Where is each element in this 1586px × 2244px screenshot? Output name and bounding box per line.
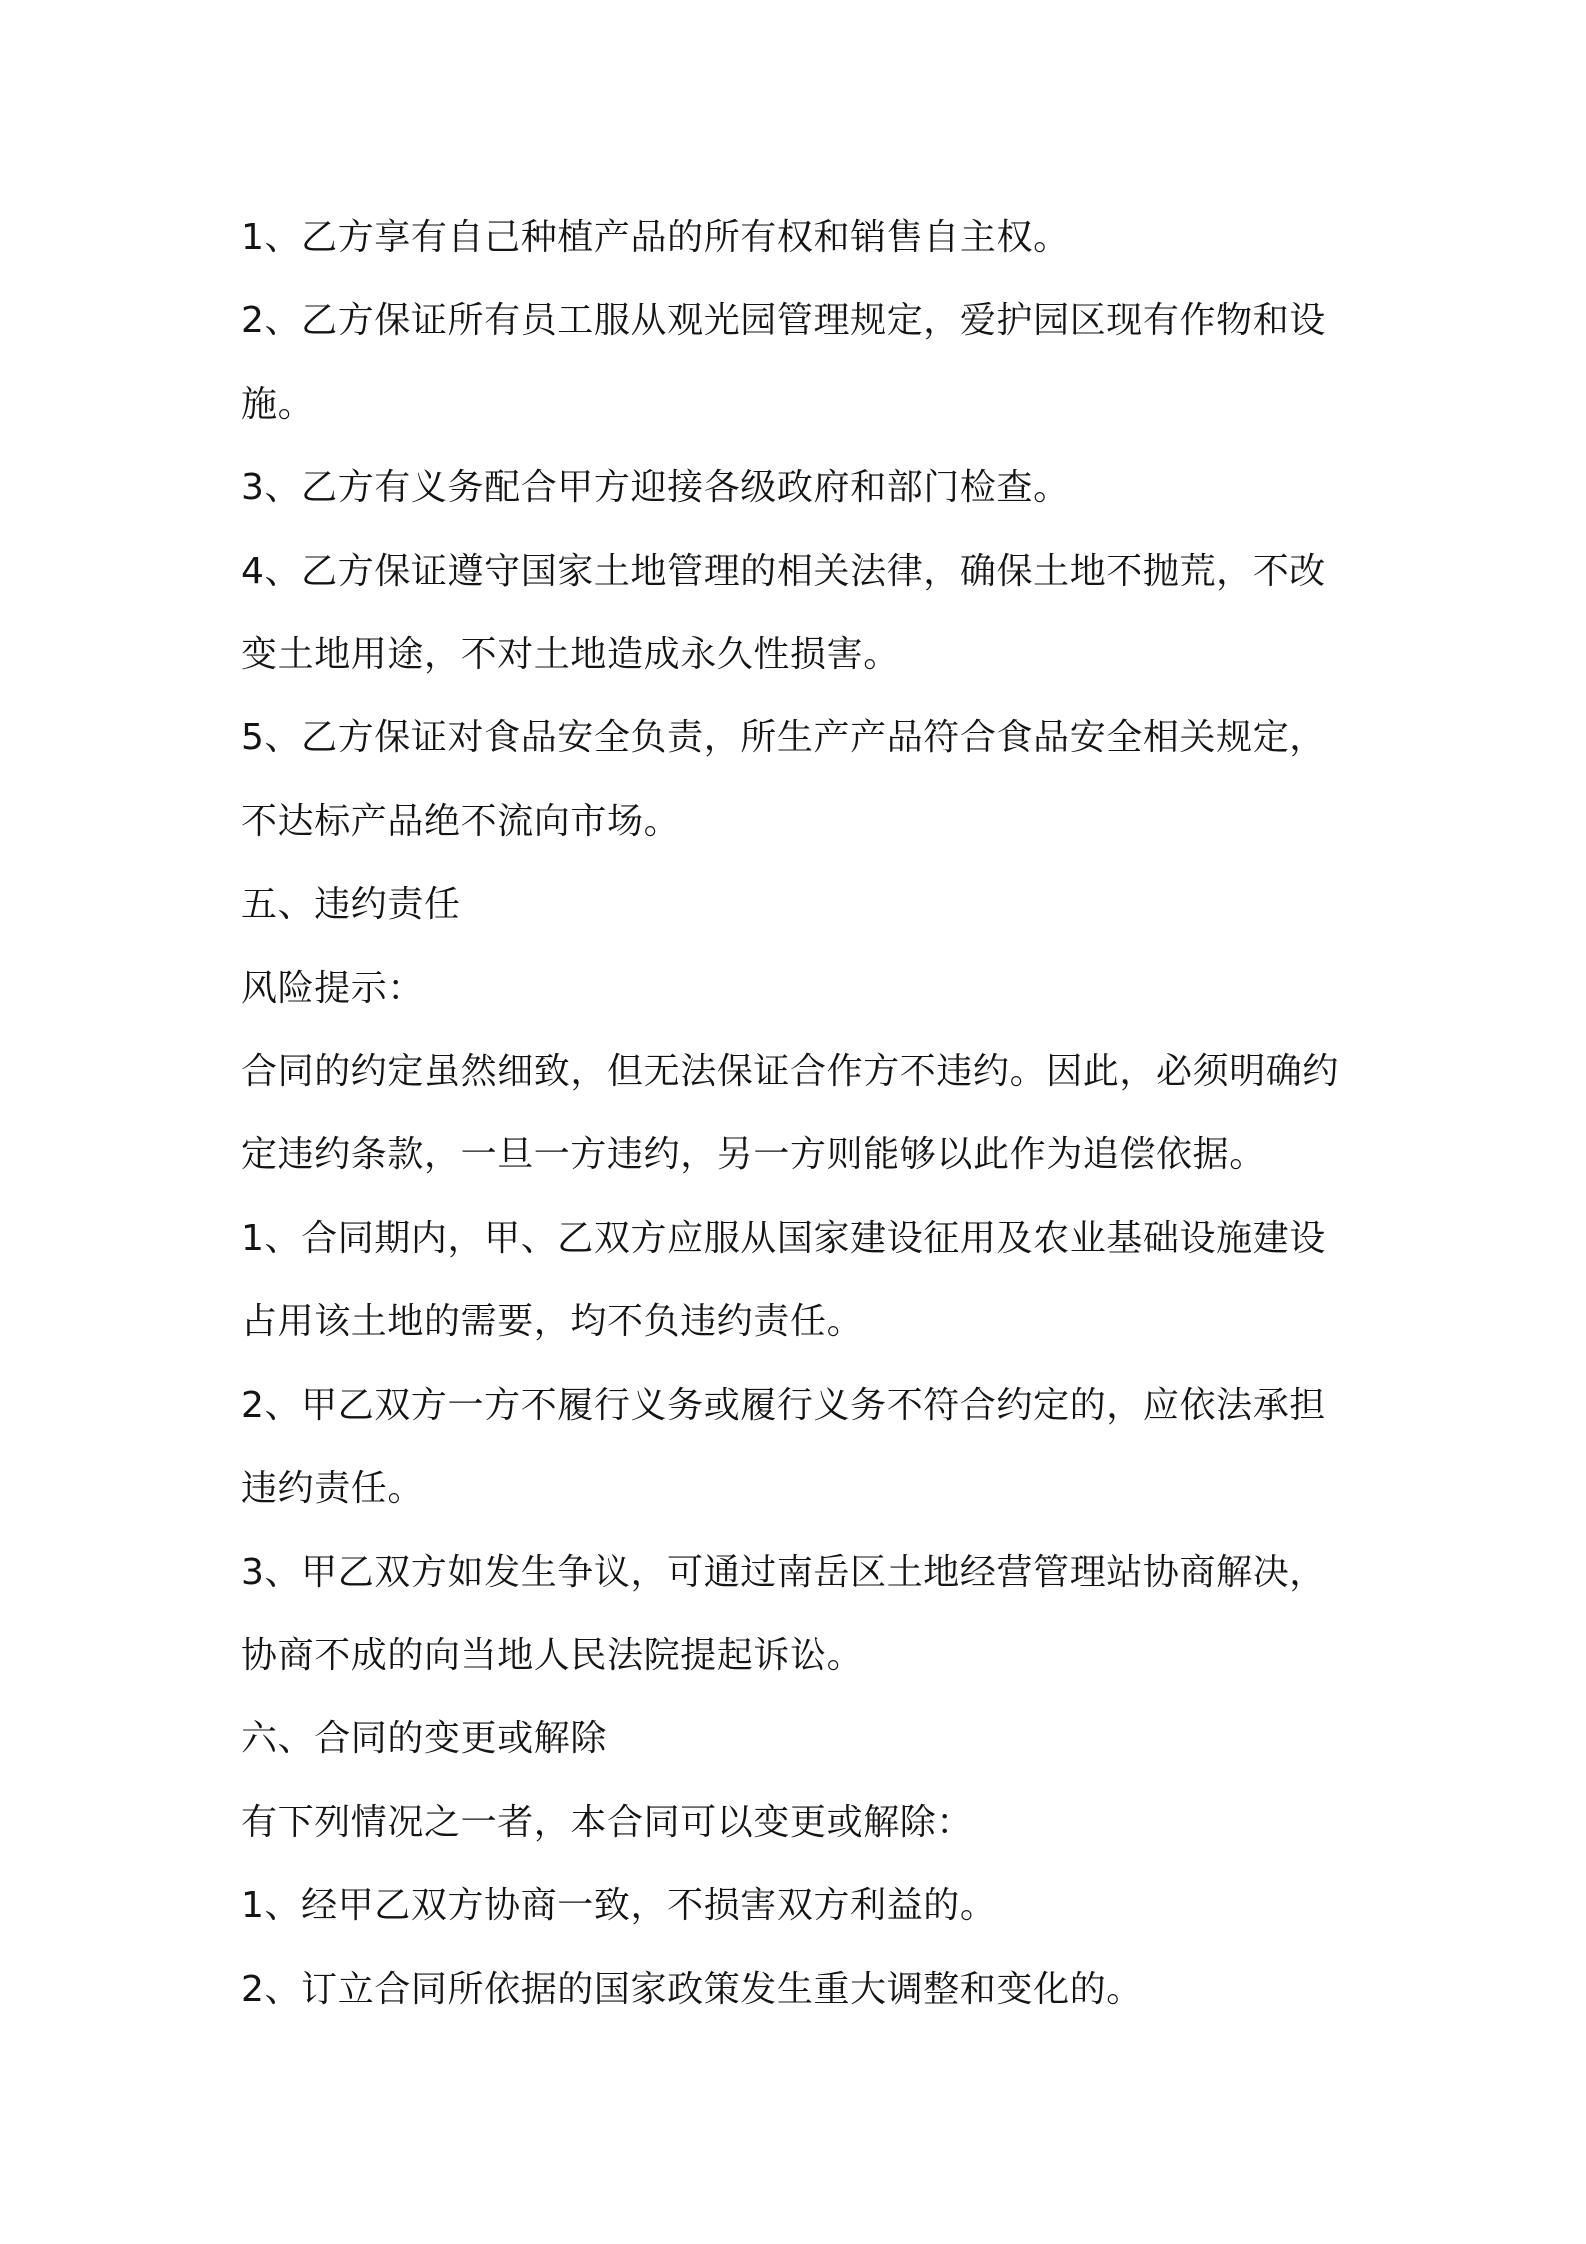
text-line: 不达标产品绝不流向市场。 <box>241 800 681 842</box>
text-line: 占用该土地的需要，均不负违约责任。 <box>241 1301 864 1343</box>
text-line: 风险提示： <box>241 967 425 1009</box>
text-line: 1、合同期内，甲、乙双方应服从国家建设征用及农业基础设施建设 <box>241 1217 1326 1259</box>
text-line: 3、乙方有义务配合甲方迎接各级政府和部门检查。 <box>241 467 1070 509</box>
text-line: 1、乙方享有自己种植产品的所有权和销售自主权。 <box>241 217 1070 258</box>
text-line: 4、乙方保证遵守国家土地管理的相关法律，确保土地不抛荒，不改 <box>241 550 1326 592</box>
section-heading: 六、合同的变更或解除 <box>241 1718 608 1760</box>
text-line: 5、乙方保证对食品安全负责，所生产产品符合食品安全相关规定， <box>241 717 1326 759</box>
text-line: 2、订立合同所依据的国家政策发生重大调整和变化的。 <box>241 1968 1143 2010</box>
text-line: 违约责任。 <box>241 1468 425 1510</box>
text-line: 协商不成的向当地人民法院提起诉讼。 <box>241 1634 864 1676</box>
text-line: 施。 <box>241 383 315 425</box>
text-line: 有下列情况之一者，本合同可以变更或解除： <box>241 1801 974 1843</box>
text-line: 1、经甲乙双方协商一致，不损害双方利益的。 <box>241 1885 997 1927</box>
text-line: 3、甲乙双方如发生争议，可通过南岳区土地经营管理站协商解决， <box>241 1551 1326 1593</box>
text-line: 合同的约定虽然细致，但无法保证合作方不违约。因此，必须明确约 <box>241 1051 1340 1093</box>
document-body <box>241 196 1361 2031</box>
text-line: 变土地用途，不对土地造成永久性损害。 <box>241 634 900 676</box>
text-line: 定违约条款，一旦一方违约，另一方则能够以此作为追偿依据。 <box>241 1134 1266 1176</box>
text-line: 2、乙方保证所有员工服从观光园管理规定，爱护园区现有作物和设 <box>241 300 1326 342</box>
text-line: 2、甲乙双方一方不履行义务或履行义务不符合约定的，应依法承担 <box>241 1384 1326 1426</box>
section-heading: 五、违约责任 <box>241 884 461 926</box>
